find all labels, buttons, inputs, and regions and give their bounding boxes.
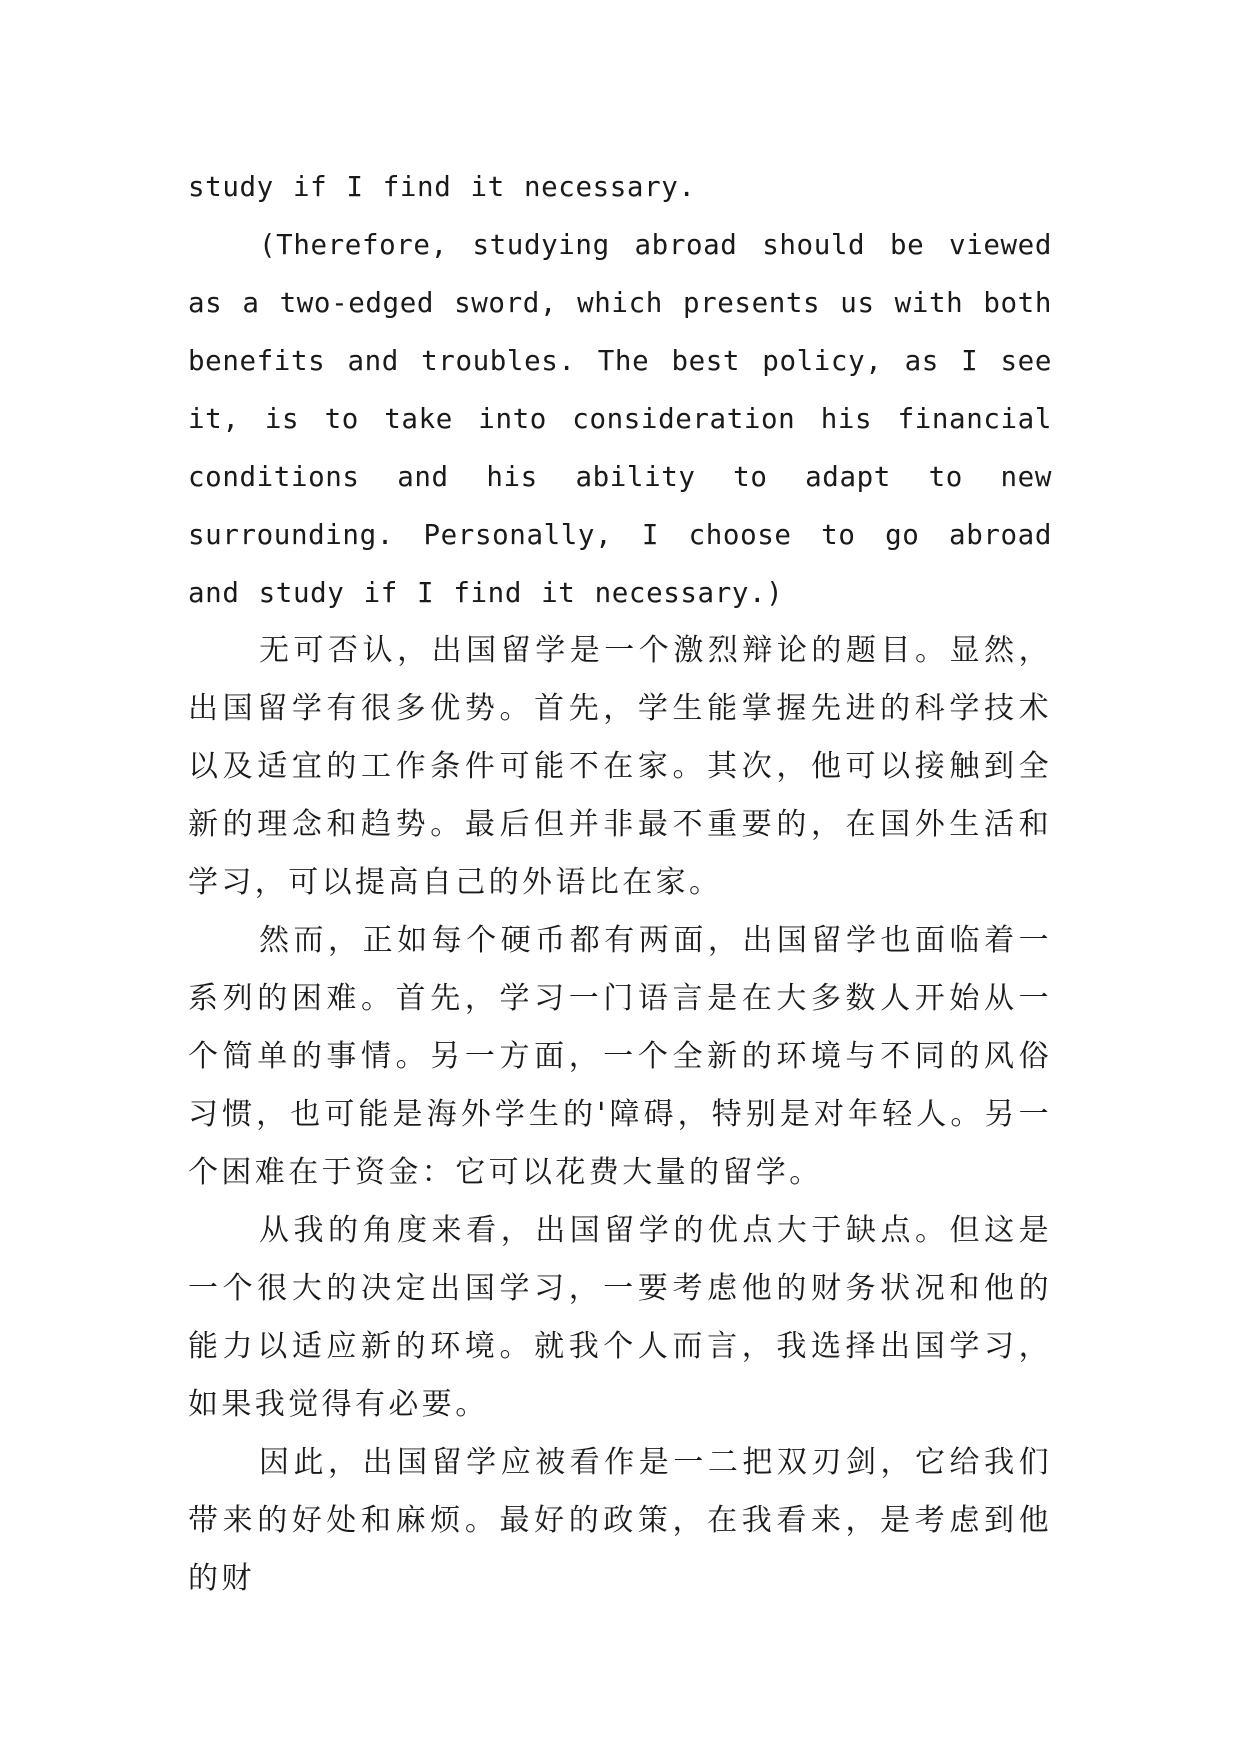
paragraph: 然而，正如每个硬币都有两面，出国留学也面临着一系列的困难。首先，学习一门语言是在大多数人开始从一个简单的事情。另一方面，一个全新的环境与不同的风俗习惯，也可能是海外学生的'障碍，特别是对年轻人。另一个困难在于资金：它可以花费大量的留学。 [188,923,1052,1190]
document-body [188,158,1052,1608]
paragraph: 从我的角度来看，出国留学的优点大于缺点。但这是一个很大的决定出国学习，一要考虑他的财务状况和他的能力以适应新的环境。就我个人而言，我选择出国学习，如果我觉得有必要。 [188,1213,1052,1422]
paragraph: study if I find it necessary. [188,171,696,203]
paragraph: 因此，出国留学应被看作是一二把双刃剑，它给我们带来的好处和麻烦。最好的政策，在我看来，是考虑到他的财 [188,1445,1052,1596]
paragraph: 无可否认，出国留学是一个激烈辩论的题目。显然，出国留学有很多优势。首先，学生能掌握先进的科学技术以及适宜的工作条件可能不在家。其次，他可以接触到全新的理念和趋势。最后但并非最不重要的，在国外生活和学习，可以提高自己的外语比在家。 [188,633,1052,900]
paragraph: (Therefore, studying abroad should be viewed as a two-edged sword, which presents us with both benefits and troubles. The best policy, as I see it, is to take into consideration his financial conditions and his ability to adapt to new surrounding. Personally, I choose to go abroad and study if I find it necessary.) [188,229,1052,609]
